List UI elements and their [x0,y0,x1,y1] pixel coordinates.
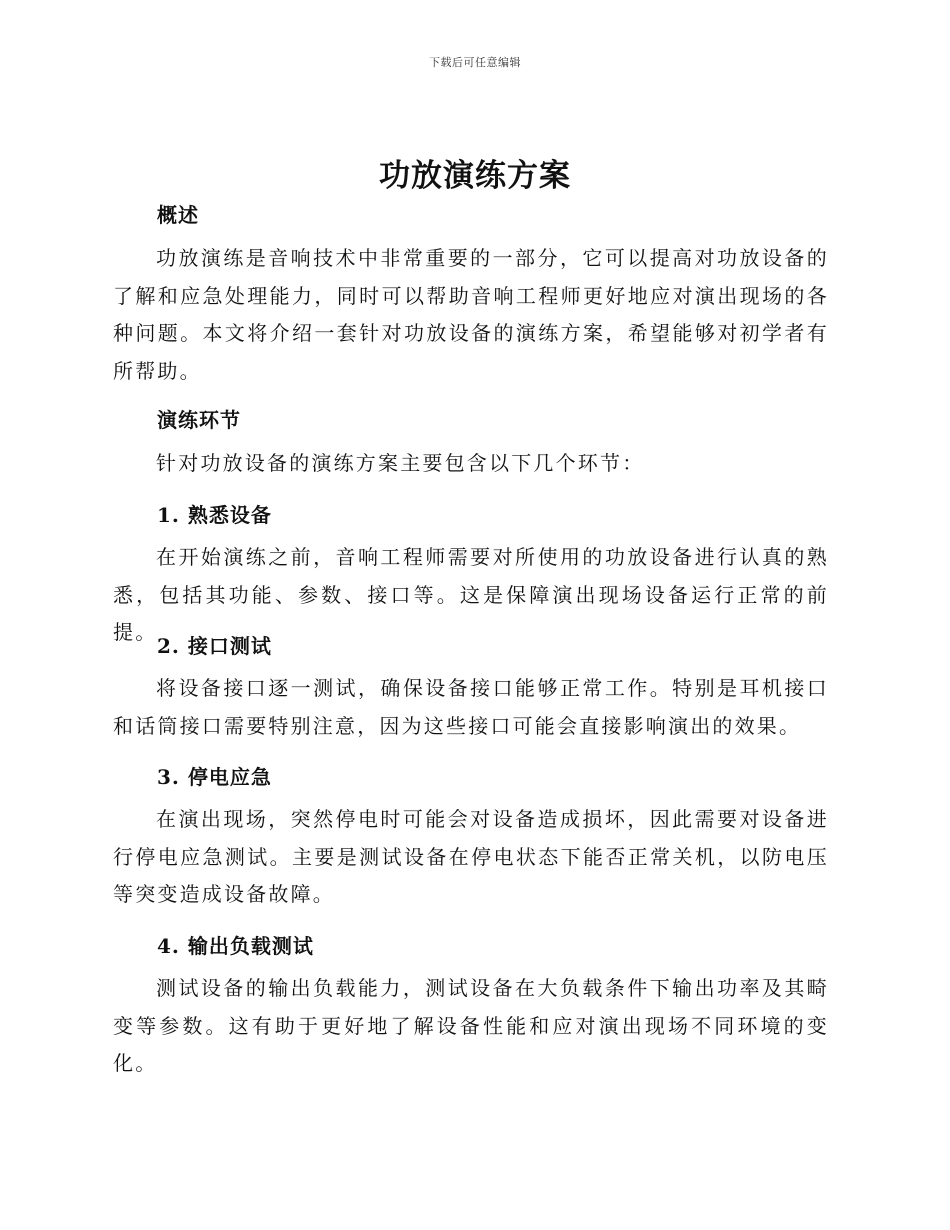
document-title: 功放演练方案 [379,158,571,194]
section-heading-overview: 概述 [157,203,199,227]
header-note: 下载后可任意编辑 [429,56,521,69]
section-heading-load-test: 4. 输出负载测试 [157,934,314,958]
section-paragraph-drill-steps: 针对功放设备的演练方案主要包含以下几个环节： [156,451,645,475]
section-heading-familiarize: 1. 熟悉设备 [157,503,272,527]
section-paragraph-interface-test: 将设备接口逐一测试，确保设备接口能够正常工作。特别是耳机接口和话筒接口需要特别注意，因为这些接口可能会直接影响演出的效果。 [113,676,829,738]
section-paragraph-power-outage: 在演出现场，突然停电时可能会对设备造成损坏，因此需要对设备进行停电应急测试。主要是测试设备在停电状态下能否正常关机，以防电压等突变造成设备故障。 [113,807,829,906]
section-heading-drill-steps: 演练环节 [157,408,241,432]
section-paragraph-familiarize: 在开始演练之前，音响工程师需要对所使用的功放设备进行认真的熟悉，包括其功能、参数、接口等。这是保障演出现场设备运行正常的前提。 [113,545,829,644]
section-paragraph-overview: 功放演练是音响技术中非常重要的一部分，它可以提高对功放设备的了解和应急处理能力，同时可以帮助音响工程师更好地应对演出现场的各种问题。本文将介绍一套针对功放设备的演练方案，希望能够对初学者有所帮助。 [113,246,829,383]
section-paragraph-load-test: 测试设备的输出负载能力，测试设备在大负载条件下输出功率及其畸变等参数。这有助于更好地了解设备性能和应对演出现场不同环境的变化。 [113,976,829,1075]
section-heading-interface-test: 2. 接口测试 [157,634,272,658]
section-heading-power-outage: 3. 停电应急 [157,765,272,789]
